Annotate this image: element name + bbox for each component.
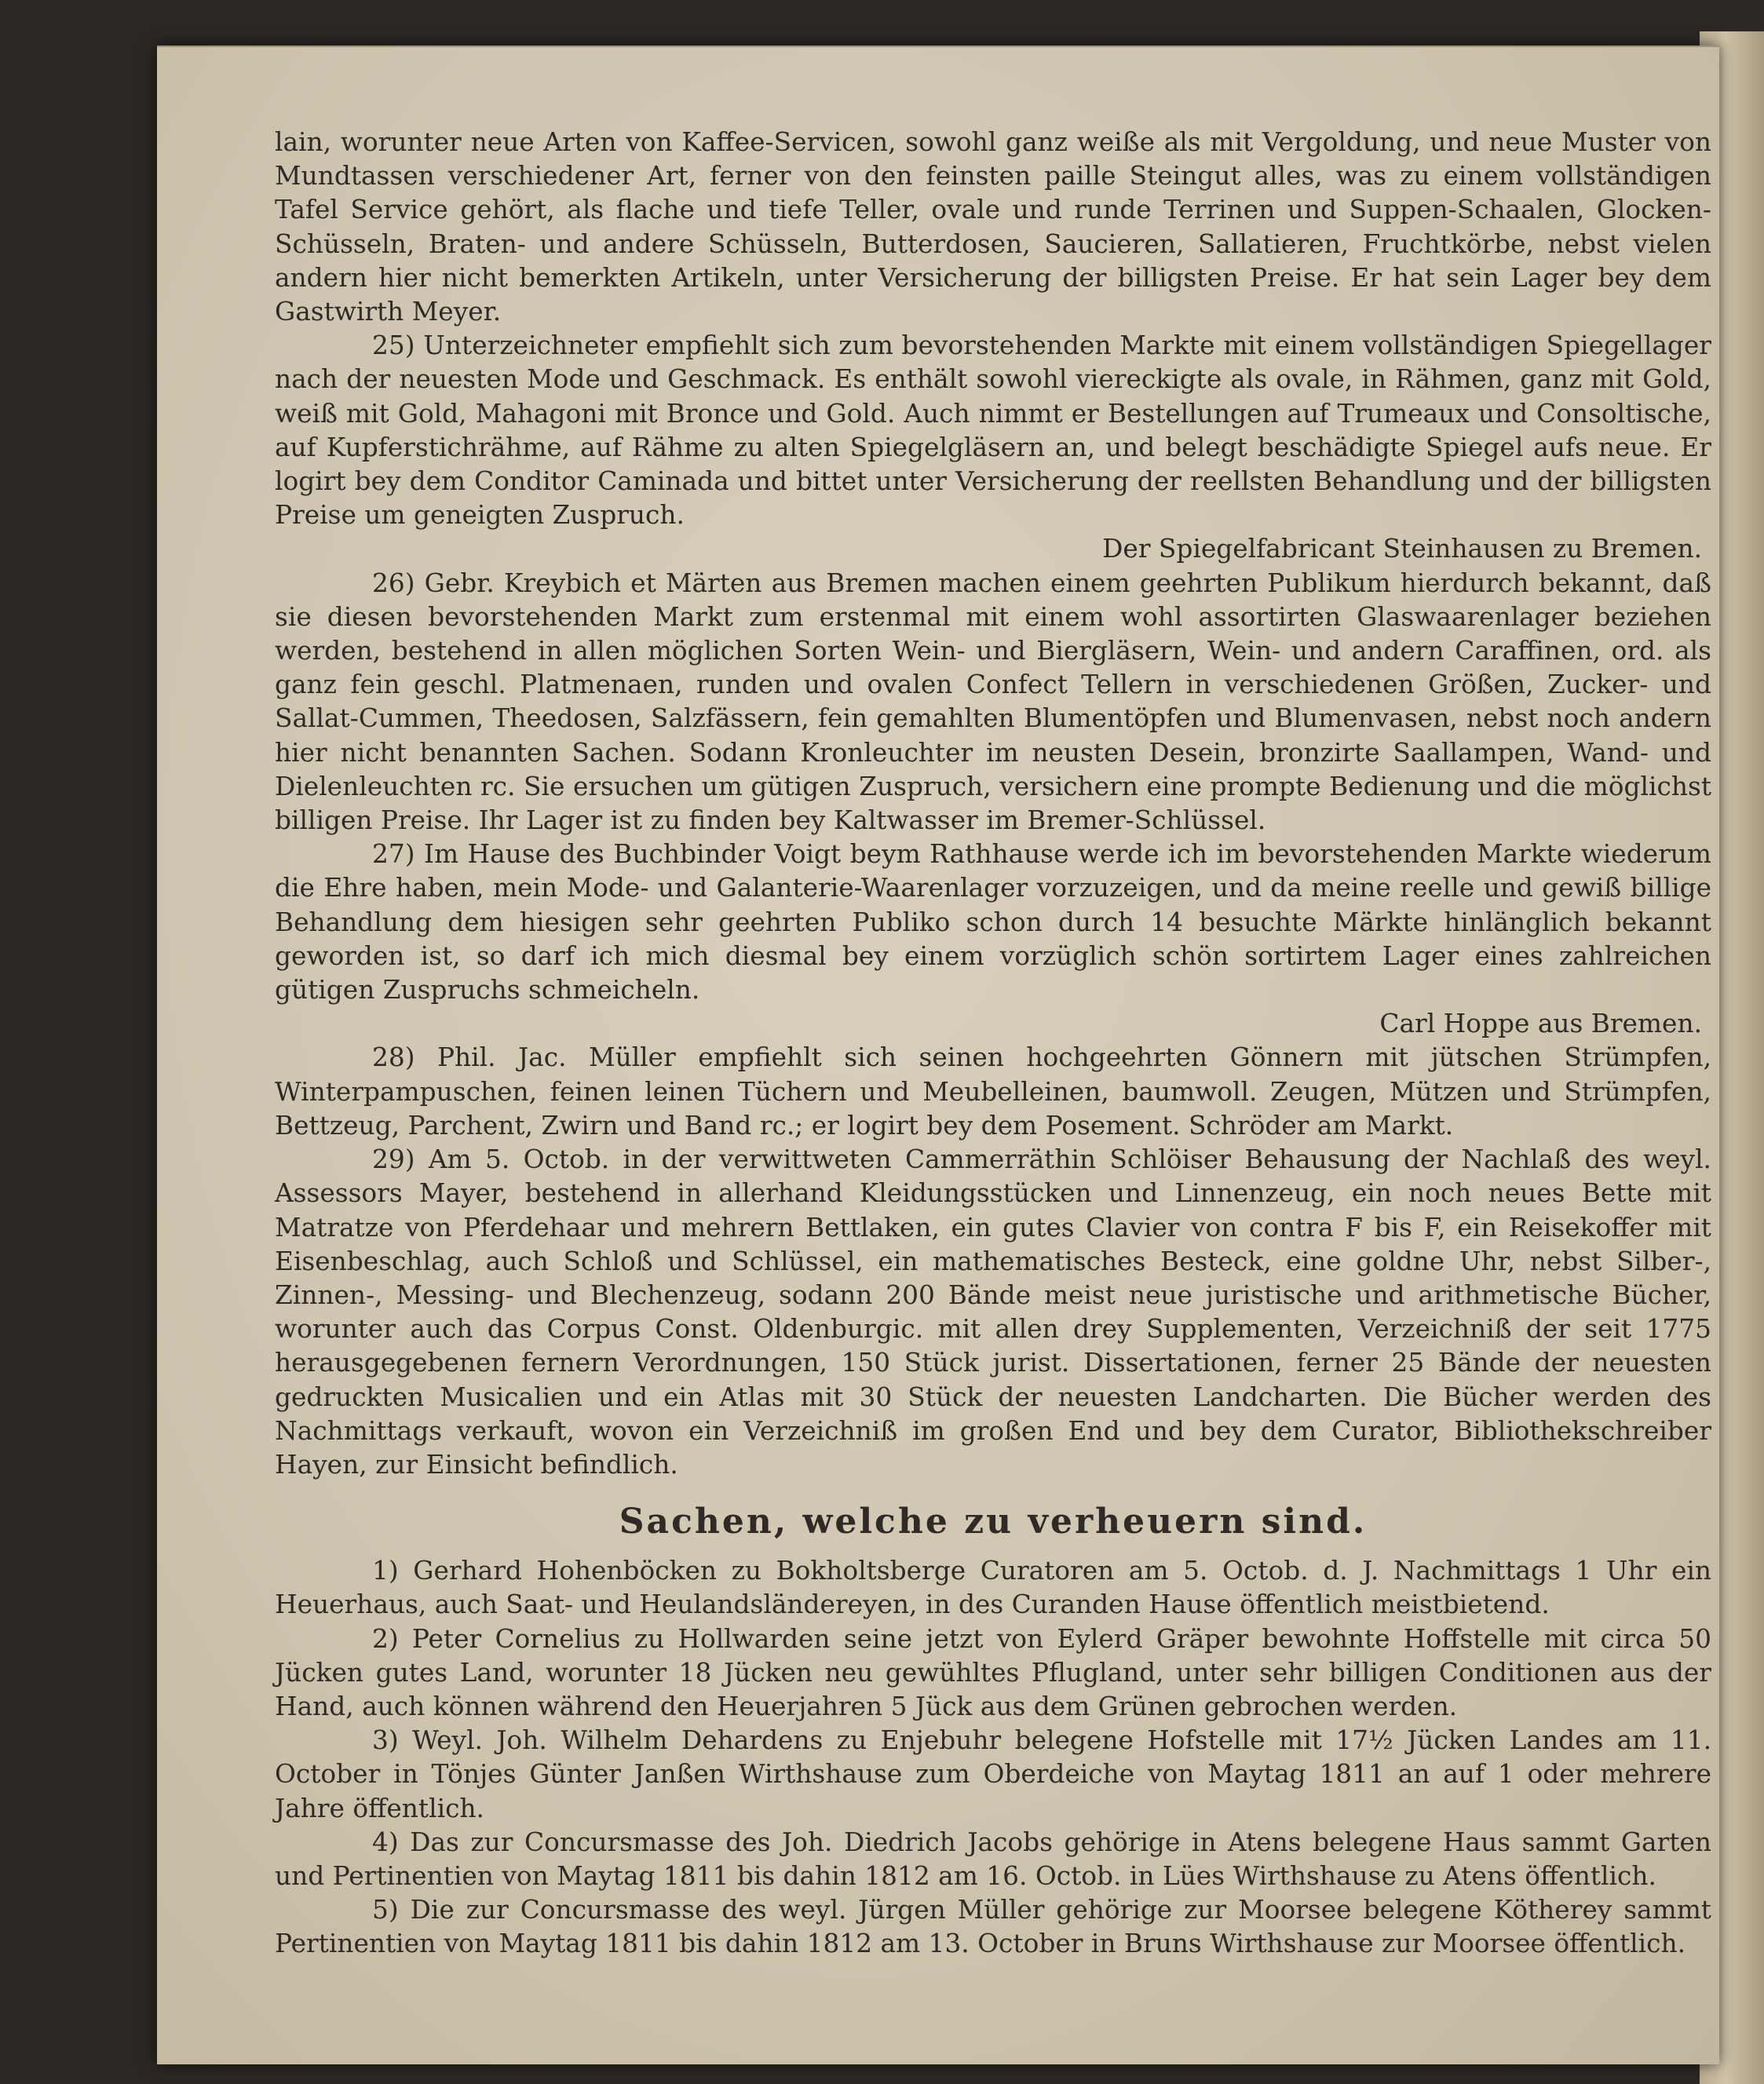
advertisement-signature: Der Spiegelfabricant Steinhausen zu Bremen. [1102,534,1702,564]
page-text [275,126,1711,2025]
advertisement-27 [275,838,1711,1041]
rental-item-1: 1) Gerhard Hohenböcken zu Bokholtsberge Curatoren am 5. Octob. d. J. Nachmittags 1 Uhr ein Heuerhaus, auch Saat- und Heulandsländereyen, in des Curanden Hause öffentlich meistbietend. [275,1556,1711,1620]
advertisement-text: 25) Unterzeichneter empfiehlt sich zum bevorstehenden Markte mit einem vollständigen Spiegellager nach der neuesten Mode und Geschmack. Es enthält sowohl viereckigte als ovale, in Rähmen, ganz mit Gold, weiß mit Gold, Mahagoni mit Bronce und Gold. Auch nimmt er Bestellungen auf Trumeaux und Consoltische, auf Kupferstichrähme, auf Rähme zu alten Spiegelgläsern an, und belegt beschädigte Spiegel aufs neue. Er logirt bey dem Conditor Caminada und bittet unter Versicherung der reellsten Behandlung und der billigsten Preise um geneigten Zuspruch. [275,330,1711,531]
advertisement-text: 28) Phil. Jac. Müller empfiehlt sich seinen hochgeehrten Gönnern mit jütschen Strümpfen, Winterpampuschen, feinen leinen Tüchern und Meubelleinen, baumwoll. Zeugen, Mützen und Strümpfen, Bettzeug, Parchent, Zwirn und Band rc.; er logirt bey dem Posement. Schröder am Markt. [275,1042,1711,1141]
newspaper-page [157,46,1719,2064]
rental-item-2: 2) Peter Cornelius zu Hollwarden seine jetzt von Eylerd Gräper bewohnte Hoffstelle mit circa 50 Jücken gutes Land, worunter 18 Jücken neu gewühltes Pflugland, unter sehr billigen Conditionen aus der Hand, auch können während den Heuerjahren 5 Jück aus dem Grünen gebrochen werden. [275,1623,1711,1721]
rental-item-3: 3) Weyl. Joh. Wilhelm Dehardens zu Enjebuhr belegene Hofstelle mit 17½ Jücken Landes am 11. October in Tönjes Günter Janßen Wirthshause zum Oberdeiche von Maytag 1811 an auf 1 oder mehrere Jahre öffentlich. [275,1725,1711,1823]
advertisement-25 [275,329,1711,566]
advertisement-26 [275,567,1711,838]
advertisement-text: 29) Am 5. Octob. in der verwittweten Cammerräthin Schlöiser Behausung der Nachlaß des weyl. Assessors Mayer, bestehend in allerhand Kleidungsstücken und Linnenzeug, ein noch neues Bette mit Matratze von Pferdehaar und mehrern Bettlaken, ein gutes Clavier von contra F bis F, ein Reisekoffer mit Eisenbeschlag, auch Schloß und Schlüssel, ein mathematisches Besteck, eine goldne Uhr, nebst Silber-, Zinnen-, Messing- und Blechenzeug, sodann 200 Bände meist neue juristische und arithmetische Bücher, worunter auch das Corpus Const. Oldenburgic. mit allen drey Supplementen, Verzeichniß der seit 1775 herausgegebenen fernern Verordnungen, 150 Stück jurist. Dissertationen, ferner 25 Bände der neuesten gedruckten Musicalien und ein Atlas mit 30 Stück der neuesten Landcharten. Die Bücher werden des Nachmittags verkauft, wovon ein Verzeichniß im großen End und bey dem Curator, Bibliothekschreiber Hayen, zur Einsicht befindlich. [275,1144,1711,1480]
rental-item-4: 4) Das zur Concursmasse des Joh. Diedrich Jacobs gehörige in Atens belegene Haus sammt Garten und Pertinentien von Maytag 1811 bis dahin 1812 am 16. Octob. in Lües Wirthshause zu Atens öffentlich. [275,1827,1711,1891]
advertisement-text: 26) Gebr. Kreybich et Märten aus Bremen machen einem geehrten Publikum hierdurch bekannt, daß sie diesen bevorstehenden Markt zum erstenmal mit einem wohl assortirten Glaswaarenlager beziehen werden, bestehend in allen möglichen Sorten Wein- und Biergläsern, Wein- und andern Caraffinen, ord. als ganz fein geschl. Platmenaen, runden und ovalen Confect Tellern in verschiedenen Größen, Zucker- und Sallat-Cummen, Theedosen, Salzfässern, fein gemahlten Blumentöpfen und Blumenvasen, nebst noch andern hier nicht benannten Sachen. Sodann Kronleuchter im neusten Desein, bronzirte Saallampen, Wand- und Dielenleuchten rc. Sie ersuchen um gütigen Zuspruch, versichern eine prompte Bedienung und die möglichst billigen Preise. Ihr Lager ist zu finden bey Kaltwasser im Bremer-Schlüssel. [275,568,1711,836]
advertisement-signature: Carl Hoppe aus Bremen. [1379,1009,1702,1039]
continued-advertisement: lain, worunter neue Arten von Kaffee-Servicen, sowohl ganz weiße als mit Vergoldung, und neue Muster von Mundtassen verschiedener Art, ferner von den feinsten paille Steingut alles, was zu einem vollständigen Tafel Service gehört, als flache und tiefe Teller, ovale und runde Terrinen und Suppen-Schaalen, Glocken-Schüsseln, Braten- und andere Schüsseln, Butterdosen, Saucieren, Sallatieren, Fruchtkörbe, nebst vielen andern hier nicht bemerkten Artikeln, unter Versicherung der billigsten Preise. Er hat sein Lager bey dem Gastwirth Meyer. [275,127,1711,327]
advertisement-28 [275,1041,1711,1143]
advertisement-29 [275,1143,1711,1482]
advertisement-text: 27) Im Hause des Buchbinder Voigt beym Rathhause werde ich im bevorstehenden Markte wiederum die Ehre haben, mein Mode- und Galanterie-Waarenlager vorzuzeigen, und da meine reelle und gewiß billige Behandlung dem hiesigen sehr geehrten Publiko schon durch 14 besuchte Märkte hinlänglich bekannt geworden ist, so darf ich mich diesmal bey einem vorzüglich schön sortirtem Lager eines zahlreichen gütigen Zuspruchs schmeicheln. [275,839,1711,1006]
rental-item-5: 5) Die zur Concursmasse des weyl. Jürgen Müller gehörige zur Moorsee belegene Kötherey sammt Pertinentien von Maytag 1811 bis dahin 1812 am 13. October in Bruns Wirthshause zur Moorsee öffentlich. [275,1895,1711,1959]
section-heading: Sachen, welche zu verheuern sind. [619,1502,1368,1542]
